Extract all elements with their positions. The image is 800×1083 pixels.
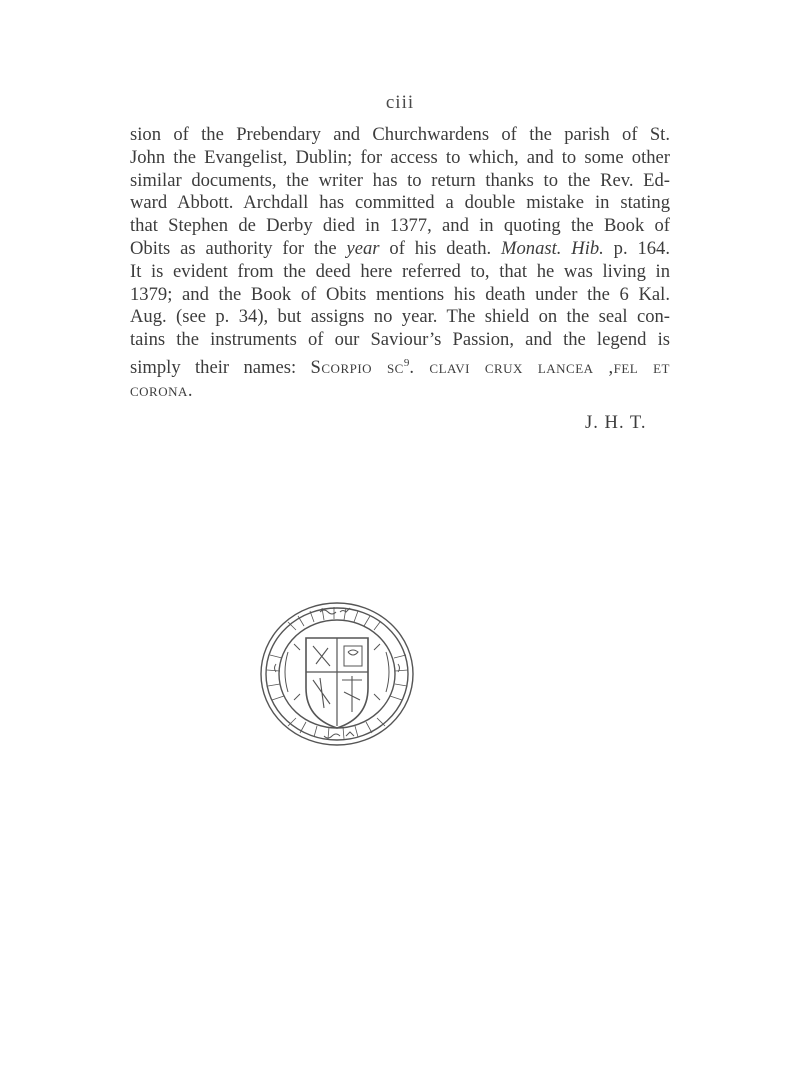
text-line: It is evident from the deed here referred to, that he was living in [130,260,670,282]
page-number: ciii [385,92,415,113]
text-line: Aug. (see p. 34), but assigns no year. The shield on the seal con- [130,306,670,328]
text-segment: p. 164. [613,237,670,259]
text-line: sion of the Prebendary and Churchwardens of the parish of St. [130,124,670,145]
text-line: tains the instruments of our Saviour’s Passion, and the legend is [130,329,670,351]
text-segment: of his death. [389,237,492,259]
text-line [130,238,670,261]
emphasis-year: year [346,237,380,259]
cross-icon [342,676,362,712]
text-line: that Stephen de Derby died in 1377, and in quoting the Book of [130,215,670,237]
text-line: John the Evangelist, Dublin; for access to which, and to some other [130,146,670,168]
text-line: 1379; and the Book of Obits mentions his death under the 6 Kal. [130,283,670,305]
signature-initials: J. H. T. [585,412,647,433]
citation-monast-hib: Monast. Hib. [501,237,604,259]
body-paragraph [130,124,670,403]
nails-icon [313,646,330,666]
seal-icon [258,600,416,748]
text-line [130,352,670,380]
lance-icon [313,678,330,708]
text-segment: Obits as authority for the [130,237,337,259]
shield-divisions [306,638,368,726]
text-line: ward Abbott. Archdall has committed a double mistake in stating [130,192,670,214]
text-segment: simply their names: [130,357,297,379]
superscript: 9 [403,356,410,369]
text-line: similar documents, the writer has to return thanks to the Rev. Ed- [130,169,670,191]
text-line: corona. [130,379,194,401]
crown-icon [344,646,362,666]
legend-names: . clavi crux lancea ,fel et [409,357,670,379]
legend-scorpio: Scorpio sc [310,357,404,379]
